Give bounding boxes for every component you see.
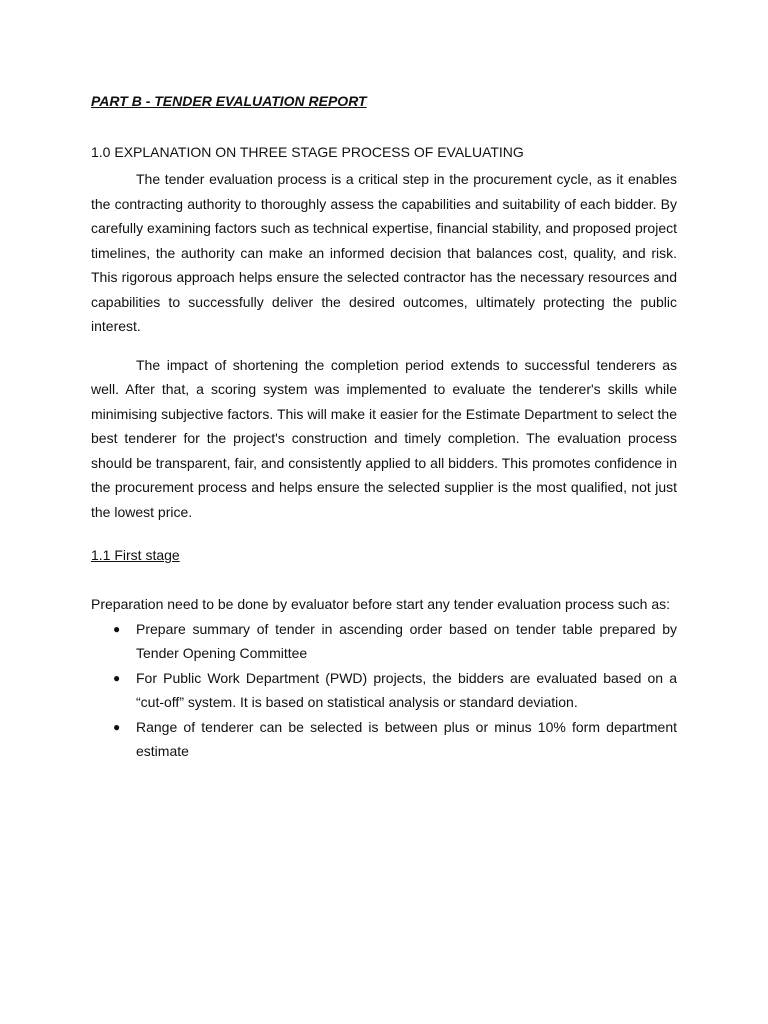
bullet-icon: ● bbox=[113, 719, 121, 734]
paragraph-1: The tender evaluation process is a critical step in the procurement cycle, as it enables the contracting authority to thoroughly assess the capabilities and suitability of each bidder. By carefully examining factors such as technical expertise, financial stability, and proposed project timelines, the authority can make an informed decision that balances cost, quality, and risk. This rigorous approach helps ensure the selected contractor has the necessary resources and capabilities to successfully deliver the desired outcomes, ultimately protecting the public interest. bbox=[91, 171, 677, 334]
intro-paragraph: Preparation need to be done by evaluator before start any tender evaluation process such as: bbox=[91, 596, 671, 612]
list-item bbox=[91, 617, 677, 666]
bullet-icon: ● bbox=[113, 670, 121, 685]
list-item bbox=[91, 715, 677, 764]
list-item bbox=[91, 666, 677, 715]
report-title: PART B - TENDER EVALUATION REPORT bbox=[91, 93, 367, 109]
subsection-heading: 1.1 First stage bbox=[91, 547, 180, 563]
paragraph-2: The impact of shortening the completion period extends to successful tenderers as well. After that, a scoring system was implemented to evaluate the tenderer's skills while minimising subjective factors. This will make it easier for the Estimate Department to select the best tenderer for the project's construction and timely completion. The evaluation process should be transparent, fair, and consistently applied to all bidders. This promotes confidence in the procurement process and helps ensure the selected supplier is the most qualified, not just the lowest price. bbox=[91, 356, 677, 520]
document-body bbox=[91, 92, 677, 764]
list-item-text: Range of tenderer can be selected is between plus or minus 10% form department estimate bbox=[136, 718, 677, 759]
list-item-text: For Public Work Department (PWD) projects, the bidders are evaluated based on a “cut-off” system. It is based on statistical analysis or standard deviation. bbox=[136, 669, 677, 710]
bullet-list bbox=[91, 617, 677, 764]
section-heading: 1.0 EXPLANATION ON THREE STAGE PROCESS OF EVALUATING bbox=[91, 144, 524, 160]
list-item-text: Prepare summary of tender in ascending order based on tender table prepared by Tender Opening Committee bbox=[136, 620, 677, 661]
bullet-icon: ● bbox=[113, 621, 121, 636]
